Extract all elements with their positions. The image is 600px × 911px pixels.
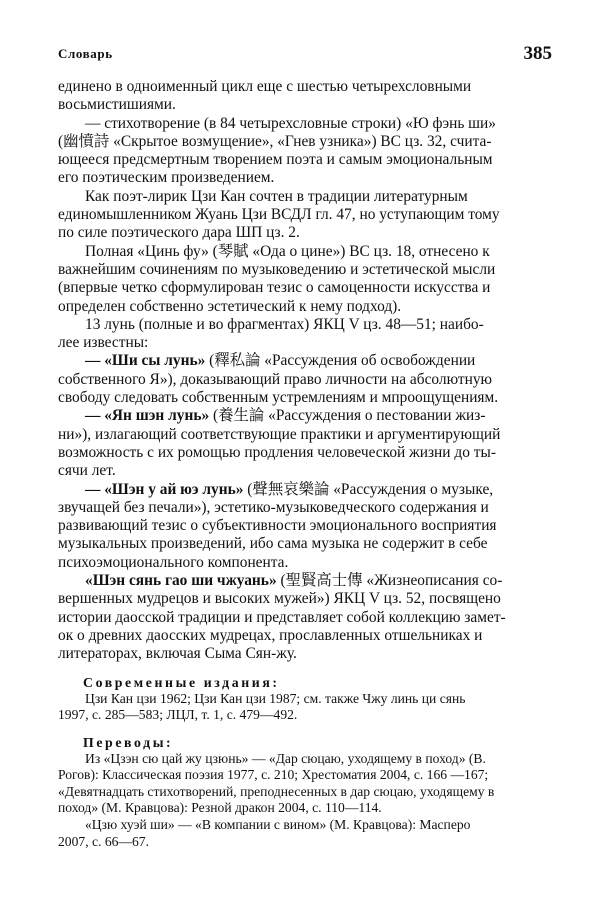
text-line: ющееся предсмертным творением поэта и самым эмоциональным [58, 151, 493, 169]
text-line: Рогов): Классическая поэзия 1977, с. 210; Хрестоматия 2004, с. 166 —167; [58, 767, 489, 783]
text-line: Цзи Кан цзи 1962; Цзи Кан цзи 1987; см. также Чжу линь ци сянь [85, 690, 466, 706]
text-line: сячи лет. [58, 462, 116, 480]
editions-text [58, 691, 552, 724]
text-line: «Девятнадцать стихотворений, преподнесенных в дар сюцаю, уходящему в [58, 783, 495, 799]
text-line: Полная «Цинь фу» (琴賦 «Ода о цине») ВС цз. 18, отнесено к [85, 242, 490, 260]
text-line: истории даосской традиции и представляет собой коллекцию замет- [58, 608, 506, 626]
text-line: — «Шэн у ай юэ лунь» (聲無哀樂論 «Рассуждения о музыке, [85, 480, 494, 498]
text-line: Как поэт-лирик Цзи Кан сочтен в традиции литературным [85, 187, 468, 205]
text-line: психоэмоционального компонента. [58, 553, 289, 571]
text-line: 13 лунь (полные и во фрагментах) ЯКЦ V цз. 48—51; наибо- [85, 315, 484, 333]
section-heading-editions: Современные издания: [83, 674, 280, 690]
text-line: единено в одноименный цикл еще с шестью четырехсловными [58, 78, 472, 95]
text-line: (幽憤詩 «Скрытое возмущение», «Гнев узника») ВС цз. 32, счита- [58, 132, 492, 150]
paragraph-lun-list-intro [58, 316, 552, 353]
paragraph-lyric-poet [58, 188, 552, 243]
text-line: ни»), излагающий соответствующие практики и аргументирующий [58, 425, 501, 443]
text-line: свободу следовать собственным устремлениям и мпроощущениям. [58, 389, 499, 407]
text-line: лее известны: [58, 334, 149, 352]
text-line: вершенных мудрецов и высоких мужей») ЯКЦ V цз. 52, посвящено [58, 590, 501, 608]
paragraph-yang-sheng-lun [58, 407, 552, 480]
paragraph-sheng-xian-gao-shi [58, 572, 552, 663]
text-line: важнейшим сочинениям по музыковедению и эстетической мысли [58, 260, 496, 278]
text-line: развивающий тезис о субъективности эмоционального восприятия [58, 517, 497, 535]
text-line: музыкальных произведений, ибо сама музыка не содержит в себе [58, 535, 488, 553]
paragraph-yu-fen-shi [58, 115, 552, 188]
page-number: 385 [523, 43, 552, 64]
text-line: звучащей без печали»), эстетико-музыковедческого содержания и [58, 498, 489, 516]
text-line: собственного Я»), доказывающий право личности на абсолютную [58, 370, 493, 388]
paragraph-sheng-wu-ai-yue-lun [58, 481, 552, 572]
text-line: — стихотворение (в 84 четырехсловные строки) «Ю фэнь ши» [85, 114, 496, 132]
text-line: возможность с их ромощью продления человеческой жизни до ты- [58, 443, 496, 461]
text-line: 1997, с. 285—583; ЛЦЛ, т. 1, с. 479—492. [58, 707, 298, 723]
running-title: Словарь [58, 46, 113, 61]
text-line: его поэтическим произведением. [58, 169, 275, 187]
text-line: определен собственно эстетический к нему подход). [58, 297, 402, 315]
text-line: 2007, с. 66—67. [58, 833, 149, 849]
text-line: ок о древних даосских мудрецах, прославленных отшельниках и [58, 626, 483, 644]
text-line: — «Ши сы лунь» (釋私論 «Рассуждения об освобождении [85, 352, 476, 370]
section-heading-translations: Переводы: [83, 734, 174, 750]
translation-entry [58, 751, 552, 817]
text-line: поход» (М. Кравцова): Резной дракон 2004, с. 110—114. [58, 800, 382, 816]
body-text [58, 78, 552, 850]
running-header [58, 43, 552, 68]
text-line: литераторах, включая Сыма Сян-жу. [58, 645, 297, 663]
text-line: единомышленником Жуань Цзи ВСДЛ гл. 47, но уступающим тому [58, 206, 500, 224]
paragraph-continuation [58, 78, 552, 115]
text-line: (впервые четко сформулирован тезис о самоценности искусства и [58, 279, 491, 297]
text-line: «Цзю хуэй ши» — «В компании с вином» (М. Кравцова): Масперо [85, 817, 471, 833]
translation-entry [58, 817, 552, 850]
text-line: Из «Цзэн сю цай жу цзюнь» — «Дар сюцаю, уходящему в поход» (В. [85, 750, 486, 766]
paragraph-shi-si-lun [58, 352, 552, 407]
text-line: «Шэн сянь гао ши чжуань» (聖賢高士傳 «Жизнеописания со- [85, 572, 503, 590]
text-line: по силе поэтического дара ШП цз. 2. [58, 224, 300, 242]
paragraph-qin-fu [58, 243, 552, 316]
text-line: — «Ян шэн лунь» (養生論 «Рассуждения о пестовании жиз- [85, 407, 486, 425]
text-line: восьмистишиями. [58, 96, 176, 114]
